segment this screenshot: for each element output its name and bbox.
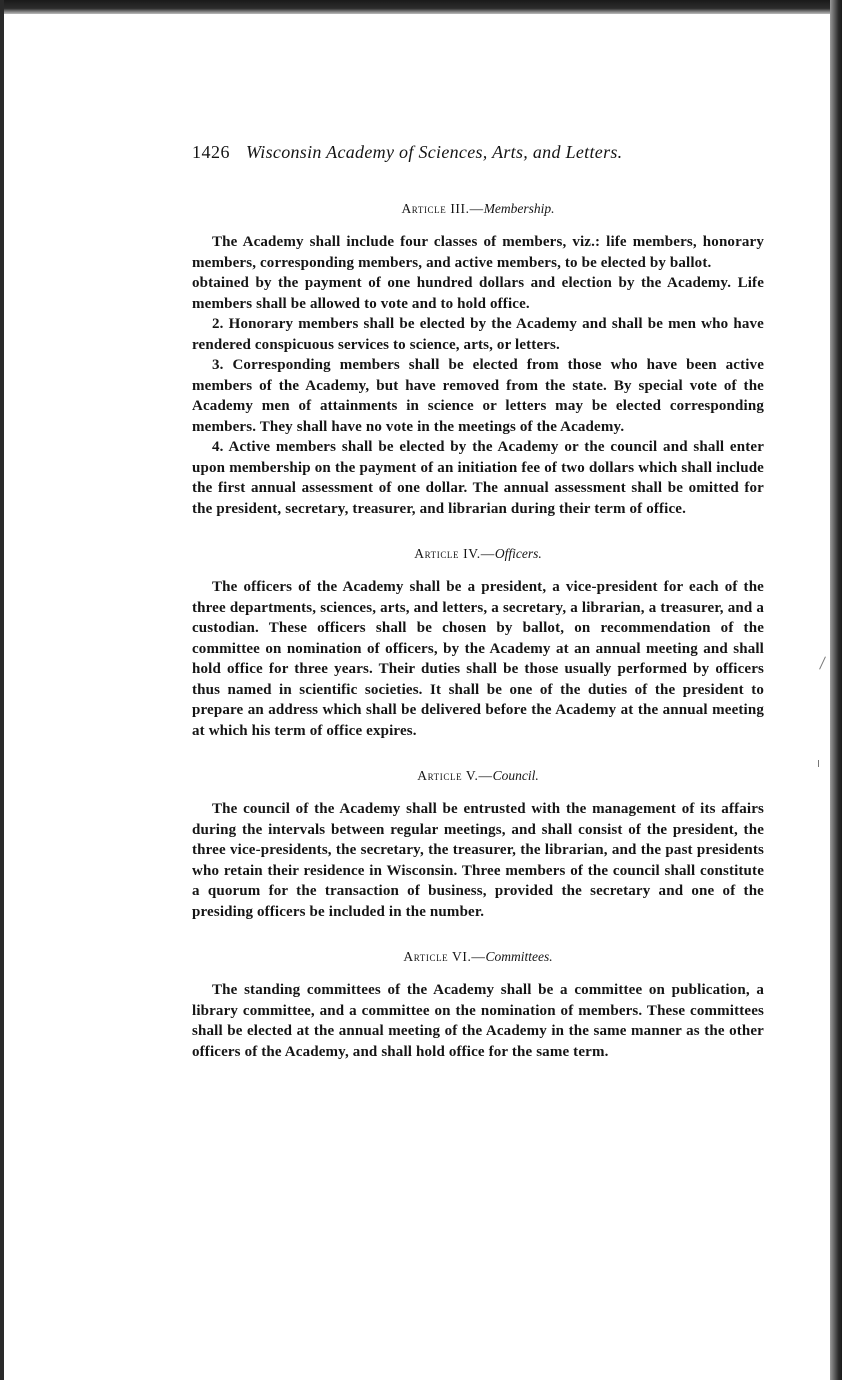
article-number: Article IV.—	[414, 546, 495, 561]
article-council	[192, 767, 764, 922]
article-heading	[192, 767, 764, 785]
paragraph: 4. Active members shall be elected by the Academy or the council and shall enter upon membership on the payment of an initiation fee of two dollars which shall include the first annual assessment of one dollar. The annual assessment shall be omitted for the president, secretary, treasurer, and librarian during their term of office.	[192, 439, 764, 517]
article-heading	[192, 545, 764, 563]
journal-title: Wisconsin Academy of Sciences, Arts, and Letters.	[246, 142, 623, 162]
running-header	[192, 140, 764, 164]
article-heading	[192, 200, 764, 218]
paragraph: The council of the Academy shall be entrusted with the management of its affairs during the intervals between regular meetings, and shall consist of the president, the three vice-presidents, the secretary, the treasurer, the librarian, and the past presidents who retain their residence in Wisconsin. Three members of the council shall constitute a quorum for the transaction of business, provided the secretary and one of the presiding officers be included in the number.	[192, 801, 764, 920]
article-title: Council.	[492, 768, 539, 783]
scan-border-right	[830, 0, 842, 1380]
paragraph: The standing committees of the Academy shall be a committee on publication, a library committee, and a committee on the nomination of members. These committees shall be elected at the annual meeting of the Academy in the same manner as the other officers of the Academy, and shall hold office for the same term.	[192, 982, 764, 1060]
article-number: Article III.—	[401, 201, 484, 216]
paragraph: The Academy shall include four classes of members, viz.: life members, honorary members, corresponding members, and active members, to be elected by ballot.	[192, 234, 764, 271]
paragraph: The officers of the Academy shall be a president, a vice-president for each of the three departments, sciences, arts, and letters, a secretary, a librarian, a treasurer, and a custodian. These officers shall be chosen by ballot, on recommendation of the committee on nomination of officers, by the Academy at an annual meeting and shall hold office for three years. Their duties shall be those usually performed by officers thus named in scientific societies. It shall be one of the duties of the president to prepare an address which shall be delivered before the Academy at the annual meeting at which his term of office expires.	[192, 579, 764, 739]
margin-mark	[819, 656, 826, 669]
document-page	[192, 140, 764, 1088]
scan-border-left	[0, 0, 4, 1380]
paragraph: 3. Corresponding members shall be elected from those who have been active members of the Academy, but have removed from the state. By special vote of the Academy men of attainments in science or letters may be elected corresponding members. They shall have no vote in the meetings of the Academy.	[192, 357, 764, 435]
article-officers	[192, 545, 764, 741]
article-title: Committees.	[485, 949, 553, 964]
paragraph: 2. Honorary members shall be elected by the Academy and shall be men who have rendered conspicuous services to science, arts, or letters.	[192, 316, 764, 353]
article-committees	[192, 948, 764, 1062]
page-number: 1426	[192, 142, 230, 162]
article-number: Article V.—	[417, 768, 493, 783]
margin-mark	[818, 760, 819, 767]
paragraph: obtained by the payment of one hundred dollars and election by the Academy. Life members shall be allowed to vote and to hold office.	[192, 275, 764, 312]
article-number: Article VI.—	[403, 949, 486, 964]
article-membership	[192, 200, 764, 519]
scan-border-top	[0, 0, 842, 14]
article-heading	[192, 948, 764, 966]
article-title: Officers.	[494, 546, 542, 561]
article-title: Membership.	[483, 201, 555, 216]
